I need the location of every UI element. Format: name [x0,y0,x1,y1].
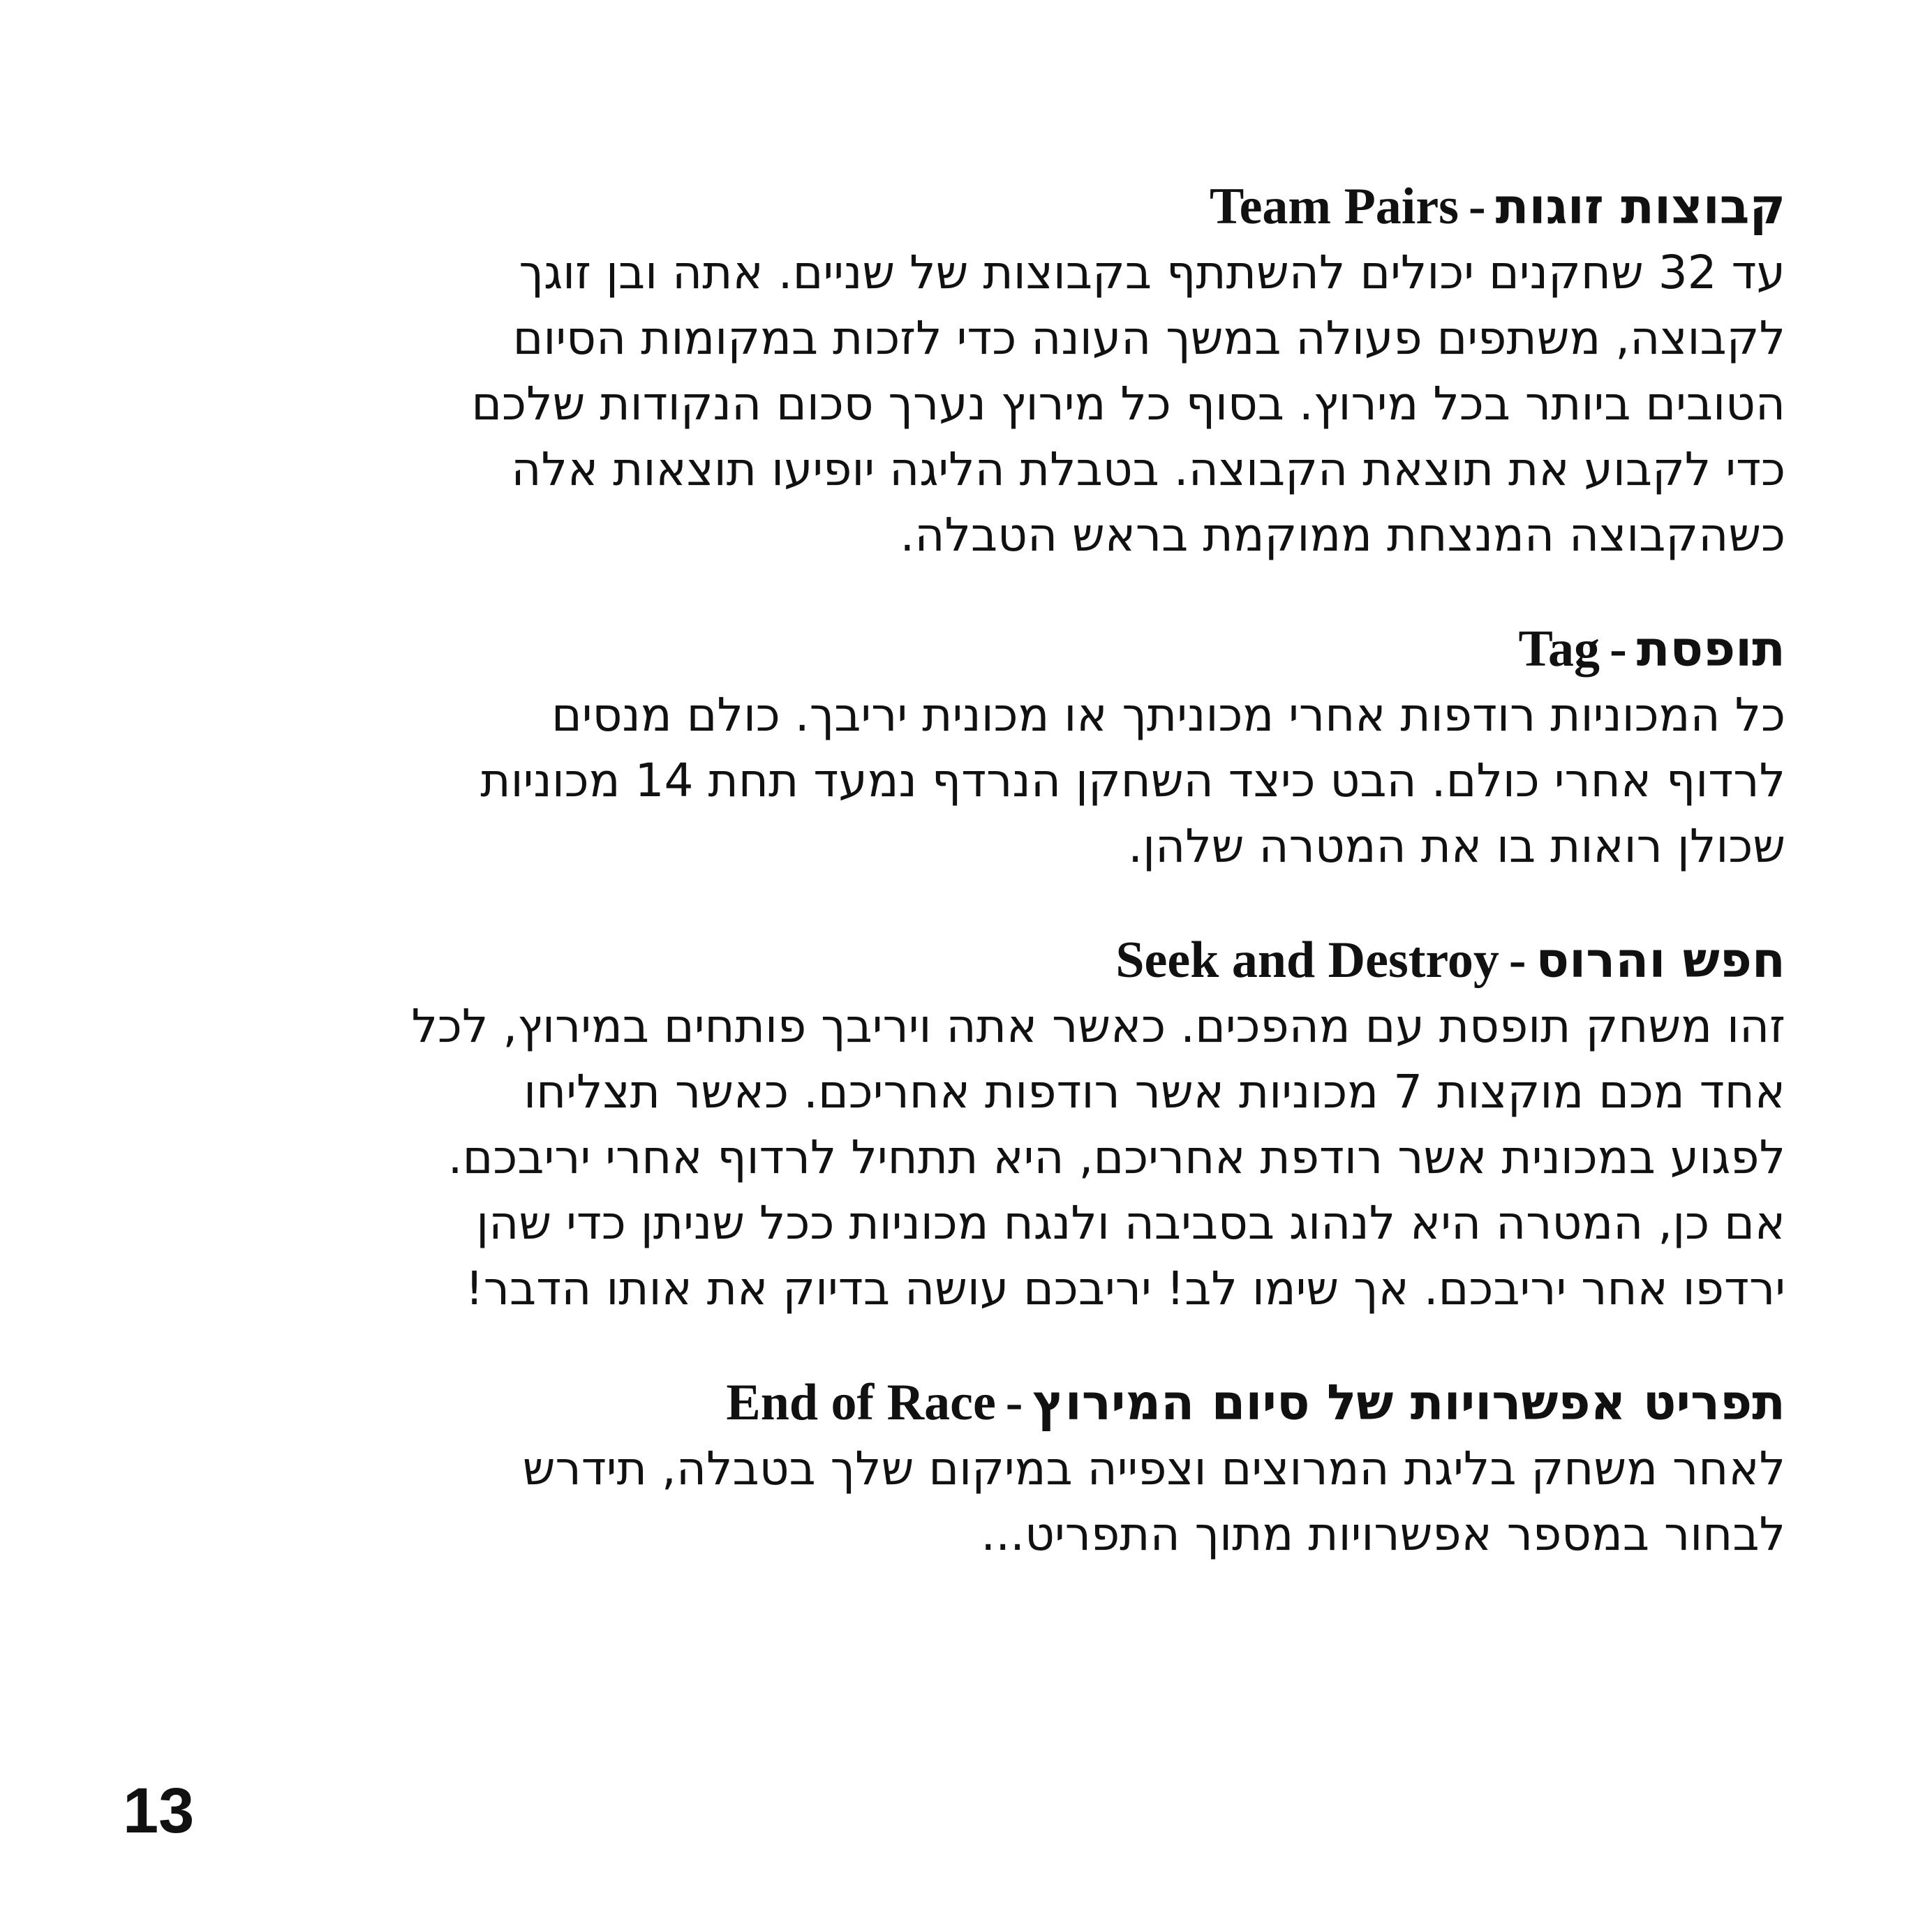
paragraph-line: לפגוע במכונית אשר רודפת אחריכם, היא תתחיל לרדוף אחרי יריבכם. [447,1130,1785,1184]
paragraph-line: זהו משחק תופסת עם מהפכים. כאשר אתה ויריבך פותחים במירוץ, לכל [411,999,1785,1053]
page-content [131,173,1785,1615]
paragraph-line: אחד מכם מוקצות 7 מכוניות אשר רודפות אחריכם. כאשר תצליחו [523,1065,1785,1119]
paragraph-line: לקבוצה, משתפים פעולה במשך העונה כדי לזכות במקומות הסיום [512,311,1785,365]
paragraph-line: הטובים ביותר בכל מירוץ. בסוף כל מירוץ נערך סכום הנקודות שלכם [471,377,1785,431]
section-seek-and-destroy [131,927,1785,1322]
paragraph-line: לבחור במספר אפשרויות מתוך התפריט... [981,1507,1785,1561]
section-paragraph [131,240,1785,568]
paragraph-line: ירדפו אחר יריבכם. אך שימו לב! יריבכם עושה בדיוק את אותו הדבר! [465,1262,1785,1315]
paragraph-line: כדי לקבוע את תוצאת הקבוצה. בטבלת הליגה יופיעו תוצאות אלה [511,442,1785,496]
paragraph-line: לרדוף אחרי כולם. הבט כיצד השחקן הנרדף נמעד תחת 14 מכוניות [480,754,1785,807]
paragraph-line: שכולן רואות בו את המטרה שלהן. [1128,819,1785,873]
section-tag [131,615,1785,879]
section-heading [131,173,1785,240]
section-paragraph [131,994,1785,1322]
heading-english: Seek and Destroy [1115,932,1499,989]
section-heading [131,927,1785,994]
section-team-pairs [131,173,1785,568]
section-paragraph [131,1436,1785,1567]
heading-english: Tag [1518,620,1600,678]
heading-hebrew: תפריט אפשרויות של סיום המירוץ [1032,1374,1785,1431]
heading-separator: - [1610,620,1627,678]
heading-separator: - [1468,178,1486,235]
heading-hebrew: קבוצות זוגות [1495,178,1785,235]
heading-english: End of Race [726,1374,996,1431]
heading-english: Team Pairs [1210,178,1459,235]
page-number: 13 [123,1775,195,1846]
paragraph-line: אם כן, המטרה היא לנהוג בסביבה ולנגח מכוניות ככל שניתן כדי שהן [476,1196,1785,1250]
section-end-of-race [131,1369,1785,1567]
heading-hebrew: חפש והרוס [1536,932,1785,989]
heading-separator: - [1005,1374,1023,1431]
paragraph-line: לאחר משחק בליגת המרוצים וצפייה במיקום שלך בטבלה, תידרש [522,1442,1785,1495]
paragraph-line: כשהקבוצה המנצחת ממוקמת בראש הטבלה. [900,508,1785,562]
section-heading [131,615,1785,682]
heading-hebrew: תופסת [1636,620,1785,678]
section-paragraph [131,682,1785,879]
heading-separator: - [1508,932,1526,989]
section-heading [131,1369,1785,1436]
paragraph-line: עד 32 שחקנים יכולים להשתתף בקבוצות של שניים. אתה ובן זוגך [519,246,1785,299]
paragraph-line: כל המכוניות רודפות אחרי מכוניתך או מכונית יריבך. כולם מנסים [551,688,1785,742]
